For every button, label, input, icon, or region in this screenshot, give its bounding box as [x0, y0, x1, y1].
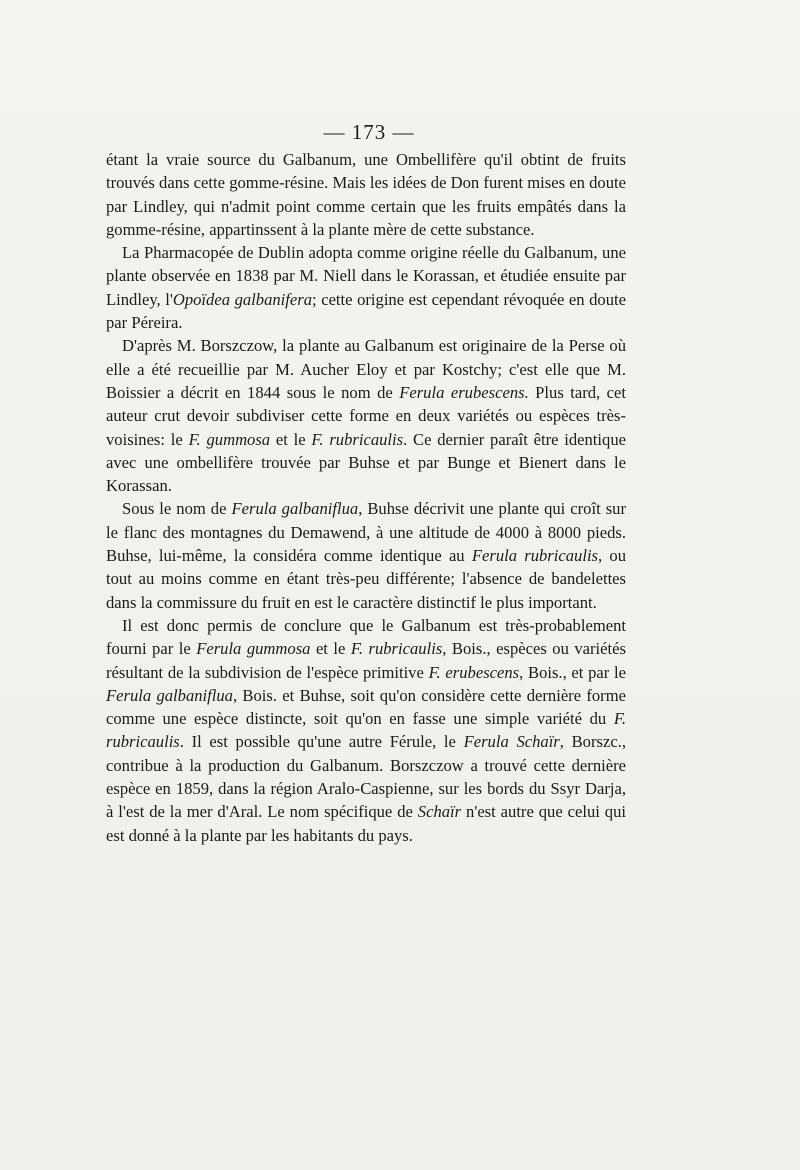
body-text: [106, 148, 626, 847]
text-run: , Buhse décrivit une plante qui croît sur le flanc des montagnes du Demawend, à une altitude de 4000 à 8000 pieds. Buhse, lui-même, la considéra comme identique au: [106, 499, 626, 566]
paragraph: [106, 614, 626, 847]
italic-text: Ferula erubescens.: [399, 382, 529, 402]
italic-text: F. gummosa: [188, 429, 271, 449]
text-run: Il est donc permis de conclure que le Galbanum est très-probablement fourni par le: [106, 615, 626, 659]
italic-text: Ferula galbaniflua: [106, 685, 233, 705]
text-run: Plus tard, cet auteur crut devoir subdiviser cette forme en deux variétés ou espèces très-voisines: le: [106, 382, 626, 449]
italic-text: Ferula Schaïr: [463, 732, 560, 752]
text-run: La Pharmacopée de Dublin adopta comme origine réelle du Galbanum, une plante observée en 1838 par M. Niell dans le Korassan, et étudiée ensuite par Lindley, l': [106, 243, 626, 309]
text-run: . Il est possible qu'une autre Férule, le: [179, 732, 464, 752]
text-run: étant la vraie source du Galbanum, une Ombellifère qu'il obtint de fruits trouvés dans cette gomme-résine. Mais les idées de Don furent mises en doute par Lindley, qui n'admit point comme certain que les fruits empâtés dans la gomme-résine, appartinssent à la plante mère de cette substance.: [106, 150, 626, 239]
text-run: Sous le nom de: [122, 499, 232, 519]
text-run: , Borszc., contribue à la production du Galbanum. Borszczow a trouvé cette dernière espèce en 1859, dans la région Aralo-Caspienne, sur les bords du Ssyr Darja, à l'est de la mer d'Aral. Le nom spécifique de: [106, 732, 626, 822]
text-run: ; cette origine est cependant révoquée en doute par Péreira.: [106, 289, 626, 333]
text-run: et le: [270, 429, 312, 449]
paragraph: [106, 334, 626, 497]
paragraph: [106, 148, 626, 241]
italic-text: Opoïdea galbanifera: [172, 289, 313, 309]
italic-text: F. rubricaulis: [106, 709, 626, 752]
text-run: D'après M. Borszczow, la plante au Galbanum est originaire de la Perse où elle a été recueillie par M. Aucher Eloy et par Kostchy; c'est elle que M. Boissier a décrit en 1844 sous le nom de: [106, 336, 626, 402]
italic-text: Ferula galbaniflua: [231, 499, 359, 519]
italic-text: F. rubricaulis: [311, 429, 404, 449]
italic-text: Ferula rubricaulis: [471, 546, 599, 566]
text-run: , Bois. et Buhse, soit qu'on considère cette dernière forme comme une espèce distincte, soit qu'on en fasse une simple variété du: [106, 685, 626, 729]
page-number: — 173 —: [323, 120, 415, 144]
text-run: . Ce dernier paraît être identique avec une ombellifère trouvée par Buhse et par Bunge et Bienert dans le Korassan.: [106, 429, 626, 496]
italic-text: Schaïr: [417, 802, 462, 822]
text-run: n'est autre que celui qui est donné à la plante par les habitants du pays.: [106, 802, 626, 845]
paragraph: [106, 497, 626, 613]
paragraph: [106, 241, 626, 334]
text-run: , ou tout au moins comme en étant très-peu différente; l'absence de bandelettes dans la commissure du fruit en est le caractère distinctif le plus important.: [106, 546, 627, 612]
text-run: et le: [310, 639, 351, 659]
italic-text: F. erubescens: [428, 662, 520, 682]
text-run: , Bois., et par le: [519, 662, 626, 682]
italic-text: F. rubricaulis: [350, 639, 443, 659]
italic-text: Ferula gummosa: [196, 639, 311, 659]
text-run: , Bois., espèces ou variétés résultant de la subdivision de l'espèce primitive: [106, 639, 626, 682]
